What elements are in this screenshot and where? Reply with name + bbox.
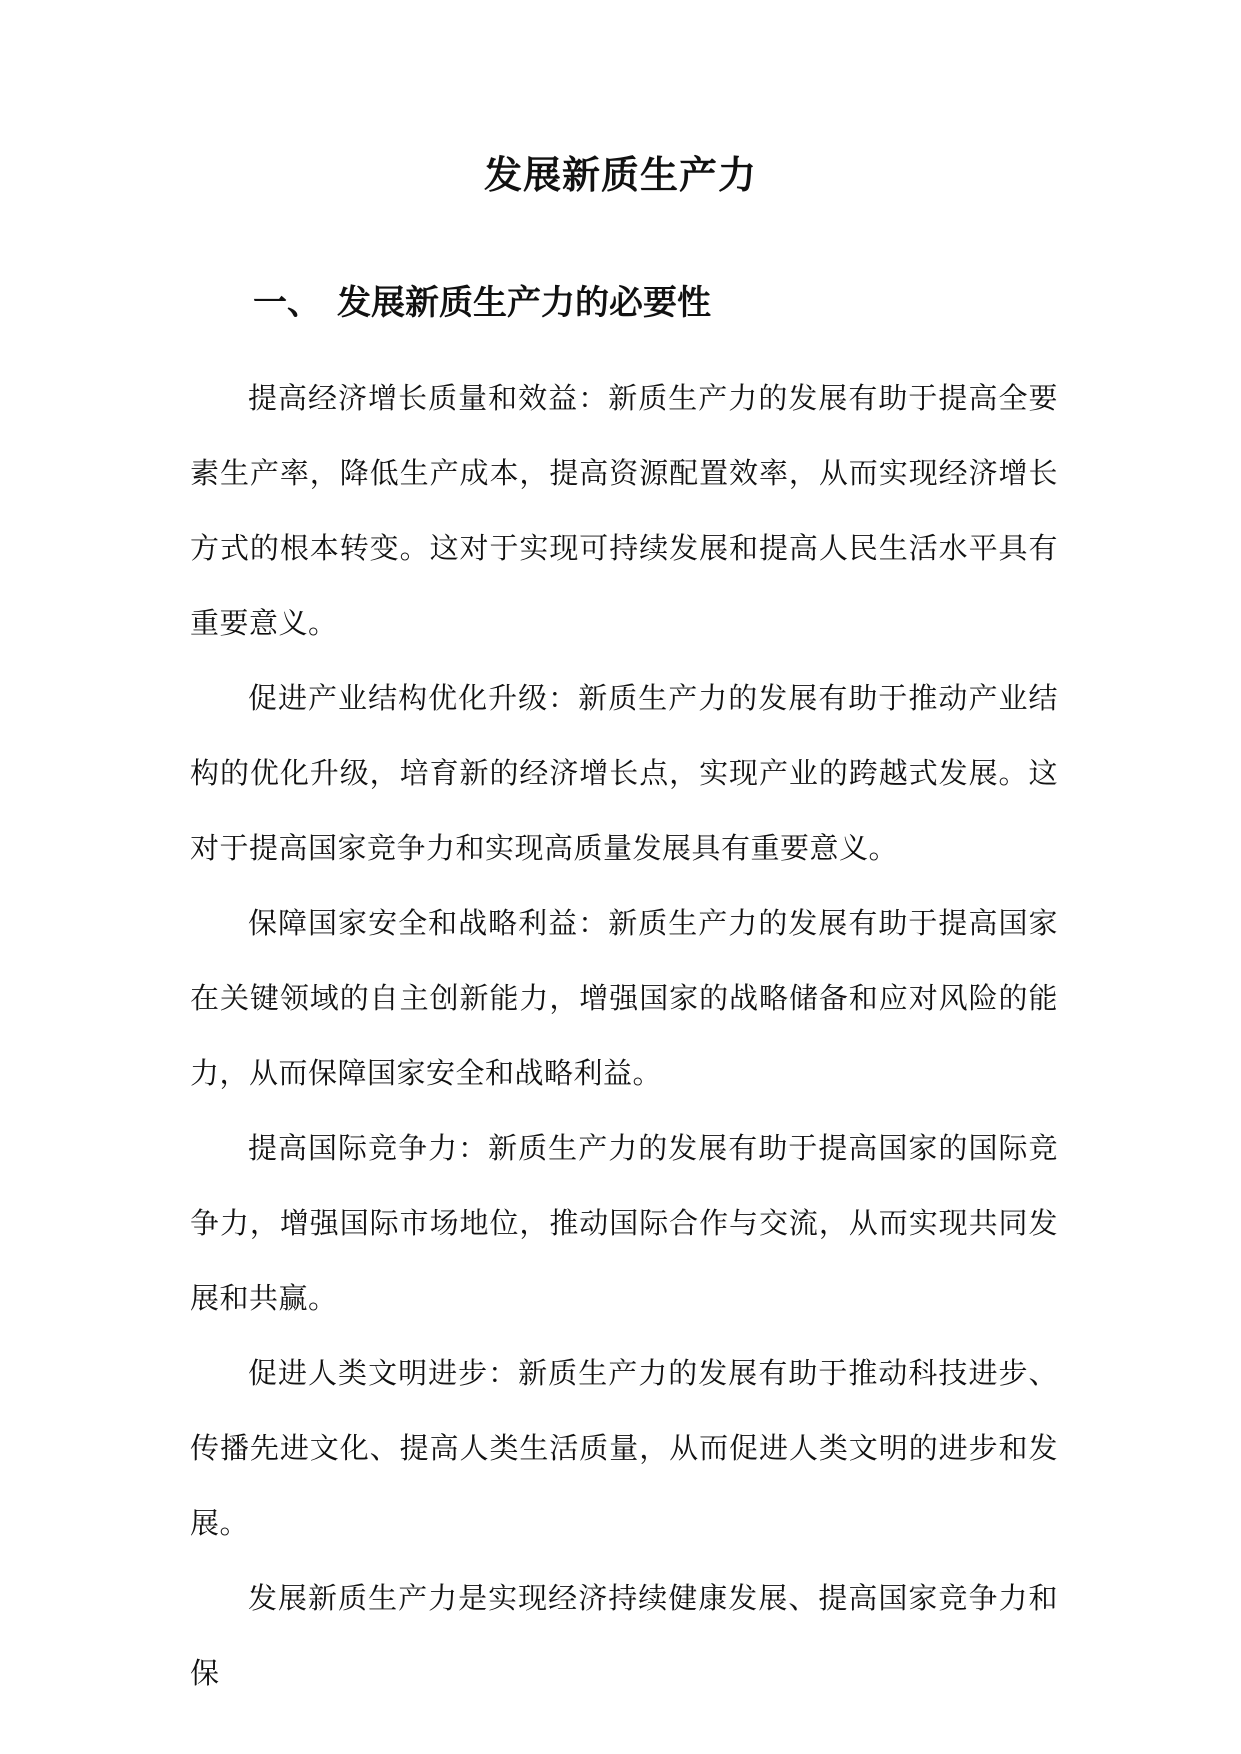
- paragraph: 提高经济增长质量和效益：新质生产力的发展有助于提高全要素生产率，降低生产成本，提高资源配置效率，从而实现经济增长方式的根本转变。这对于实现可持续发展和提高人民生活水平具有重要意义。: [190, 381, 1058, 640]
- paragraph: 发展新质生产力是实现经济持续健康发展、提高国家竞争力和保: [190, 1581, 1058, 1690]
- paragraph: 提高国际竞争力：新质生产力的发展有助于提高国家的国际竞争力，增强国际市场地位，推动国际合作与交流，从而实现共同发展和共赢。: [190, 1131, 1058, 1315]
- section-title: 发展新质生产力的必要性: [337, 283, 711, 323]
- body-text: [190, 361, 1058, 1711]
- paragraph: 保障国家安全和战略利益：新质生产力的发展有助于提高国家在关键领域的自主创新能力，增强国家的战略储备和应对风险的能力，从而保障国家安全和战略利益。: [190, 906, 1058, 1090]
- section-number: 一、: [253, 283, 321, 323]
- document-title: 发展新质生产力: [483, 152, 757, 197]
- paragraph: 促进产业结构优化升级：新质生产力的发展有助于推动产业结构的优化升级，培育新的经济增长点，实现产业的跨越式发展。这对于提高国家竞争力和实现高质量发展具有重要意义。: [190, 681, 1058, 865]
- section-heading: [253, 280, 711, 326]
- paragraph: 促进人类文明进步：新质生产力的发展有助于推动科技进步、传播先进文化、提高人类生活质量，从而促进人类文明的进步和发展。: [190, 1356, 1058, 1540]
